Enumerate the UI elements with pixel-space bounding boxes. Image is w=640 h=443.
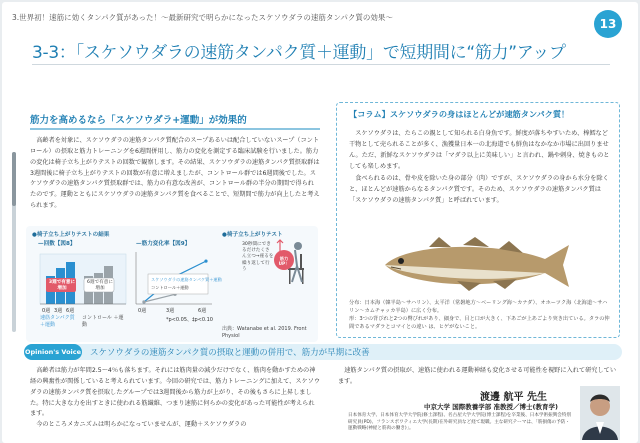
pollock-fish-image	[377, 233, 577, 297]
opinion-left-text	[30, 366, 320, 431]
line-x-label: 6週	[198, 308, 207, 314]
week-label: 0週	[42, 308, 51, 314]
caption-distribution: 分布：日本海（韓半島～サハリン）、太平洋（常磐地方～ベーリング海～カナダ）、オホーツク海（北海道～サハリン～カムチャッカ半島）に広く分布。	[349, 300, 608, 315]
scrollbar[interactable]	[12, 152, 16, 332]
group-a-label: 速筋タンパク質 ＋運動	[40, 315, 75, 328]
expert-bio: 日本体育大学、日本体育大学大学院(修士課程)、名古屋大学大学院(博士課程)を卒業後、日本学術振興会特別研究員(PD)、フランスポワティエ大学(長期)在外研究員など経て現職。主な研究テーマは、「筋損傷の予防・運動戦略(神経と筋肉の働き)」。	[348, 413, 572, 432]
column-title: 【コラム】スケソウダラの身はほとんどが速筋タンパク質！	[349, 109, 570, 119]
caption-shape: 形：3つの背びれと2つの臀びれがあり、細身で、目と口が大きく、下あごが上あごより突き出ている。タラの仲間であるマダラとコマイとの違い は、ヒゲがないこと。	[349, 316, 610, 331]
expert-photo	[580, 386, 620, 440]
column-box	[336, 102, 620, 338]
week-label: 3週	[54, 308, 63, 314]
muscle-up-badge: 筋力UP！	[278, 256, 290, 267]
line-legend-b: コントロール＋運動	[151, 285, 189, 290]
column-paragraph: スケソウダラは、たらこの親として知られる白身魚です。鮮度が落ちやすいため、棒鱈など干物として売られることが多く、漁獲量日本一の北海道でも鮮魚はなかなか市場に出回りません。ただ、新鮮なスケソウダラは「マダラ以上に美味しい」と言われ、鍋や刺身、焼きものとしても楽しめます。	[349, 130, 610, 170]
opinion-headline: スケソウダラの速筋タンパク質の摂取と運動の併用で、筋力が早期に改善	[90, 348, 370, 358]
line-x-label: 0週	[138, 308, 147, 314]
chair-leg	[289, 270, 291, 284]
opinion-paragraph: 高齢者は筋力が年間2.5～4％も落ちます。それには筋肉量の減少だけでなく、筋肉を動かすための神経の興奮性が関係していると考えられています。今回の研究では、筋力トレーニングに加えて、スケソウダラの速筋タンパク質を摂取したグループでは3週間後から筋力が上がり、その後もさらに上昇しました。特に大きな力を出すときに使われる筋繊維、つまり速筋に何らかの変化があった可能性が考えられます。	[30, 367, 321, 418]
line-point	[142, 300, 145, 303]
page-number-badge: 13	[594, 10, 622, 38]
person-head	[294, 242, 302, 250]
line-legend-a: スケソウダラの速筋タンパク質＋運動	[151, 277, 222, 282]
figure-label-change: —筋力変化率【図9】	[136, 241, 191, 247]
figure-label-chair-test: ●椅子立ち上がりテスト	[222, 232, 283, 238]
expert-affiliation: 中京大学 国際教養学部 准教授／博士(教育学)	[424, 403, 558, 411]
line-point	[204, 260, 207, 263]
bar-note-a: 3週で有意に増加	[48, 280, 76, 291]
bar-chart-count	[40, 254, 126, 304]
figure-label-test-result: ●椅子立ち上がりテストの結果	[32, 232, 110, 238]
opinion-bar	[24, 344, 622, 360]
section-heading: 筋力を高めるなら「スケソウダラ+運動」が効果的	[30, 112, 320, 130]
breadcrumb: 3.世界初！速筋に効くタンパク質があった！～最新研究で明らかになったスケソウダラの速筋タンパク質の効果～	[12, 13, 393, 22]
bar-note-b: 6週で有意に増加	[87, 280, 113, 291]
column-caption	[349, 299, 611, 331]
page-title: 3-3：「スケソウダラの速筋タンパク質＋運動」で短期間に“筋力”アップ	[32, 43, 566, 63]
figure-source: 出典：Watanabe et al. 2019. Front Physiol	[222, 326, 307, 339]
line-x-label: 3週	[166, 308, 175, 314]
figure-label-count: —回数【図8】	[38, 241, 76, 247]
scroll-thumb[interactable]	[12, 152, 16, 206]
main-section	[30, 112, 320, 212]
document-page	[2, 2, 638, 443]
significance-legend: *p<0.05、‡p<0.10	[166, 317, 213, 323]
chair-test-desc: 30秒間にできるだけたくさん立つ→座るを繰り返して行う	[242, 242, 274, 272]
opinion-right-text: 速筋タンパク質の摂取が、速筋に使われる運動神経も変化させる可能性を視野に入れて研究しています。	[338, 367, 617, 385]
expert-name: 渡邊 航平 先生	[480, 392, 547, 403]
title-divider	[32, 64, 610, 65]
week-label: 6週	[66, 308, 75, 314]
chair-back	[300, 254, 302, 270]
opinion-tag: Opinion's Voice	[24, 344, 82, 360]
opinion-paragraph: 今のところメカニズムは明らかになっていませんが、運動＋スケソウダラの	[36, 421, 247, 429]
column-paragraph: 食べられるのは、骨や皮を除いた身の部分（肉）ですが、スケソウダラの身から水分を除くと、ほとんどが速筋からなるタンパク質です。そのため、スケソウダラの速筋タンパク質は「スケソウダラの速筋タンパク質」と呼ばれています。	[349, 175, 609, 205]
section-body: 高齢者を対象に、スケソウダラの速筋タンパク質配合のスープあるいは配合していないスープ（コントロール）の摂取と筋力トレーニングを6週間併用し、筋力の変化を測定する臨床試験を行いました。筋力の変化は椅子立ち上がりテストの回数で観察します。その結果、スケソウダラの速筋タンパク質摂取群は3週間後に椅子立ち上がりテストの回数が有意に増えましたが、コントロール群では6週間後でした。スケソウダラの速筋タンパク質摂取群では、筋力の有意な改善が、コントロール群の半分の期間で得られたのです。運動とともにスケソウダラの速筋タンパク質を食べることで、短期間で筋力が向上したと考えられます。	[30, 137, 320, 210]
figure-area	[26, 226, 318, 342]
column-text	[349, 129, 611, 207]
group-b-label: コントロール ＋運動	[82, 315, 124, 328]
